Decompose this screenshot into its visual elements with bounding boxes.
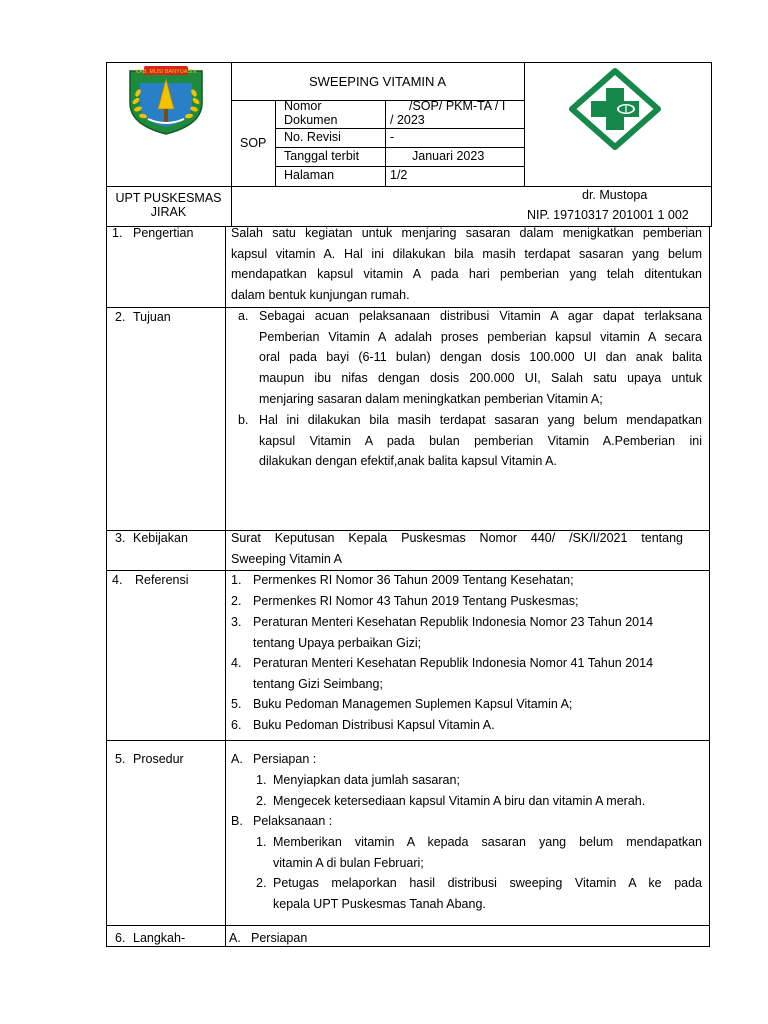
kebijakan-text [231,528,683,569]
field-value-nomor: /SOP/ PKM-TA / I [409,99,506,113]
group-title-persiapan: Persiapan : [253,752,317,766]
group-marker: B. [231,814,243,828]
divider [106,946,709,947]
reference-item: Permenkes RI Nomor 36 Tahun 2009 Tentang Kesehatan; [253,573,574,587]
text-line: Petugas melaporkan hasil distribusi sweeping Vitamin A ke pada [273,876,702,890]
tujuan-item-a [259,306,702,410]
procedure-step [273,873,702,914]
divider [106,740,709,741]
divider [385,100,386,186]
sop-label: SOP [240,136,267,150]
divider [106,570,709,571]
text-line: kepala UPT Puskesmas Tanah Abang. [273,896,486,911]
list-marker: 5. [231,697,242,711]
section-number-kebijakan: 3. [115,531,126,545]
section-number-prosedur: 5. [115,752,126,766]
divider [106,186,712,187]
list-marker: 2. [256,794,267,808]
langkah-first-item: Persiapan [251,931,308,945]
text-line: Sebagai acuan pelaksanaan distribusi Vitamin A agar dapat terlaksana [259,309,702,323]
text-line: mendapatkan kapsul vitamin A pada hari pemberian yang telah ditentukan [231,267,702,282]
field-label-tanggal: Tanggal terbit [284,149,360,163]
text-line: Surat Keputusan Kepala Puskesmas Nomor 440/ /SK/I/2021 tentang [231,531,683,545]
regency-logo-emblem [118,63,214,135]
section-number-referensi: 4. [112,573,123,587]
text-line: vitamin A di bulan Februari; [273,855,424,870]
section-label-pengertian: Pengertian [133,226,194,240]
reference-item-cont: tentang Upaya perbaikan Gizi; [253,636,422,650]
org-name: UPT PUSKESMAS [115,191,222,205]
reference-item: Permenkes RI Nomor 43 Tahun 2019 Tentang Puskesmas; [253,594,579,608]
group-marker: A. [231,752,243,766]
text-line: kapsul vitamin A. Hal ini dilakukan bila masih terdapat sasaran yang belum [231,246,702,261]
divider [275,166,524,167]
section-label-langkah: Langkah- [133,931,186,945]
document-title: SWEEPING VITAMIN A [308,74,446,89]
text-line: dalam bentuk kunjungan rumah. [231,288,410,303]
field-label-revisi: No. Revisi [284,130,341,144]
field-label-nomor: Nomor [284,99,322,113]
group-marker: A. [229,931,241,945]
section-number-pengertian: 1. [112,226,123,240]
divider [524,62,525,186]
text-line: oral pada bayi (6-11 bulan) dengan dosis 100.000 UI dan anak balita [259,350,702,365]
field-value-nomor-year: / 2023 [390,113,425,127]
section-number-langkah: 6. [115,931,126,945]
reference-item-cont: tentang Gizi Seimbang; [253,677,383,691]
list-marker: 1. [256,835,267,849]
procedure-step [273,832,702,873]
divider [106,227,107,947]
text-line: maupun ibu nifas dengan dosis 200.000 UI, Salah satu upaya untuk [259,371,702,386]
list-marker: 1. [256,773,267,787]
section-label-kebijakan: Kebijakan [133,531,188,545]
text-line: Pemberian Vitamin A adalah proses pemberian kapsul vitamin A secara [259,329,702,344]
list-marker: 2. [256,876,267,890]
section-label-referensi: Referensi [135,573,189,587]
text-line: Memberikan vitamin A kepada sasaran yang belum mendapatkan [273,835,702,849]
divider [106,925,709,926]
section-number-tujuan: 2. [115,310,126,324]
divider [275,100,276,186]
section-label-prosedur: Prosedur [133,752,184,766]
text-line: Salah satu kegiatan untuk menjaring sasaran dalam menigkatkan pemberian [231,226,702,240]
list-marker: 4. [231,656,242,670]
signatory-name: dr. Mustopa [582,188,648,202]
group-title-pelaksanaan: Pelaksanaan : [253,814,333,828]
org-name-line-2: JIRAK [150,205,187,219]
signatory-nip: NIP. 19710317 201001 1 002 [527,208,689,222]
divider [275,128,524,129]
divider [709,227,710,947]
reference-item: Buku Pedoman Distribusi Kapsul Vitamin A. [253,718,495,732]
divider [275,147,524,148]
text-line: Sweeping Vitamin A [231,551,342,566]
text-line: menjaring sasaran dalam meningkatkan pemberian Vitamin A; [259,391,603,406]
list-marker: b. [238,413,249,427]
text-line: dilakukan dengan efektif,anak balita kapsul Vitamin A. [259,454,557,469]
list-marker: 6. [231,718,242,732]
field-value-tanggal: Januari 2023 [412,149,485,163]
divider [225,227,226,947]
list-marker: 3. [231,615,242,629]
list-marker: 2. [231,594,242,608]
procedure-step: Mengecek ketersediaan kapsul Vitamin A biru dan vitamin A merah. [273,794,646,808]
reference-item: Peraturan Menteri Kesehatan Republik Indonesia Nomor 23 Tahun 2014 [253,615,654,629]
procedure-step: Menyiapkan data jumlah sasaran; [273,773,460,787]
list-marker: a. [238,309,249,323]
pengertian-text [231,223,702,306]
reference-item: Buku Pedoman Managemen Suplemen Kapsul Vitamin A; [253,697,573,711]
tujuan-item-b [259,410,702,472]
field-label-halaman: Halaman [284,168,335,182]
logo-banner-text: KAB. MUSI BANYUASIN [135,69,197,75]
text-line: Hal ini dilakukan bila masih terdapat sasaran yang belum mendapatkan [259,413,702,427]
field-label-dokumen: Dokumen [284,113,338,127]
puskesmas-logo [569,68,661,150]
section-label-tujuan: Tujuan [133,310,171,324]
field-value-revisi: - [390,130,395,144]
list-marker: 1. [231,573,242,587]
text-line: kapsul Vitamin A pada bulan pemberian Vitamin A.Pemberian ini [259,433,702,448]
reference-item: Peraturan Menteri Kesehatan Republik Indonesia Nomor 41 Tahun 2014 [253,656,654,670]
field-value-halaman: 1/2 [390,168,408,182]
